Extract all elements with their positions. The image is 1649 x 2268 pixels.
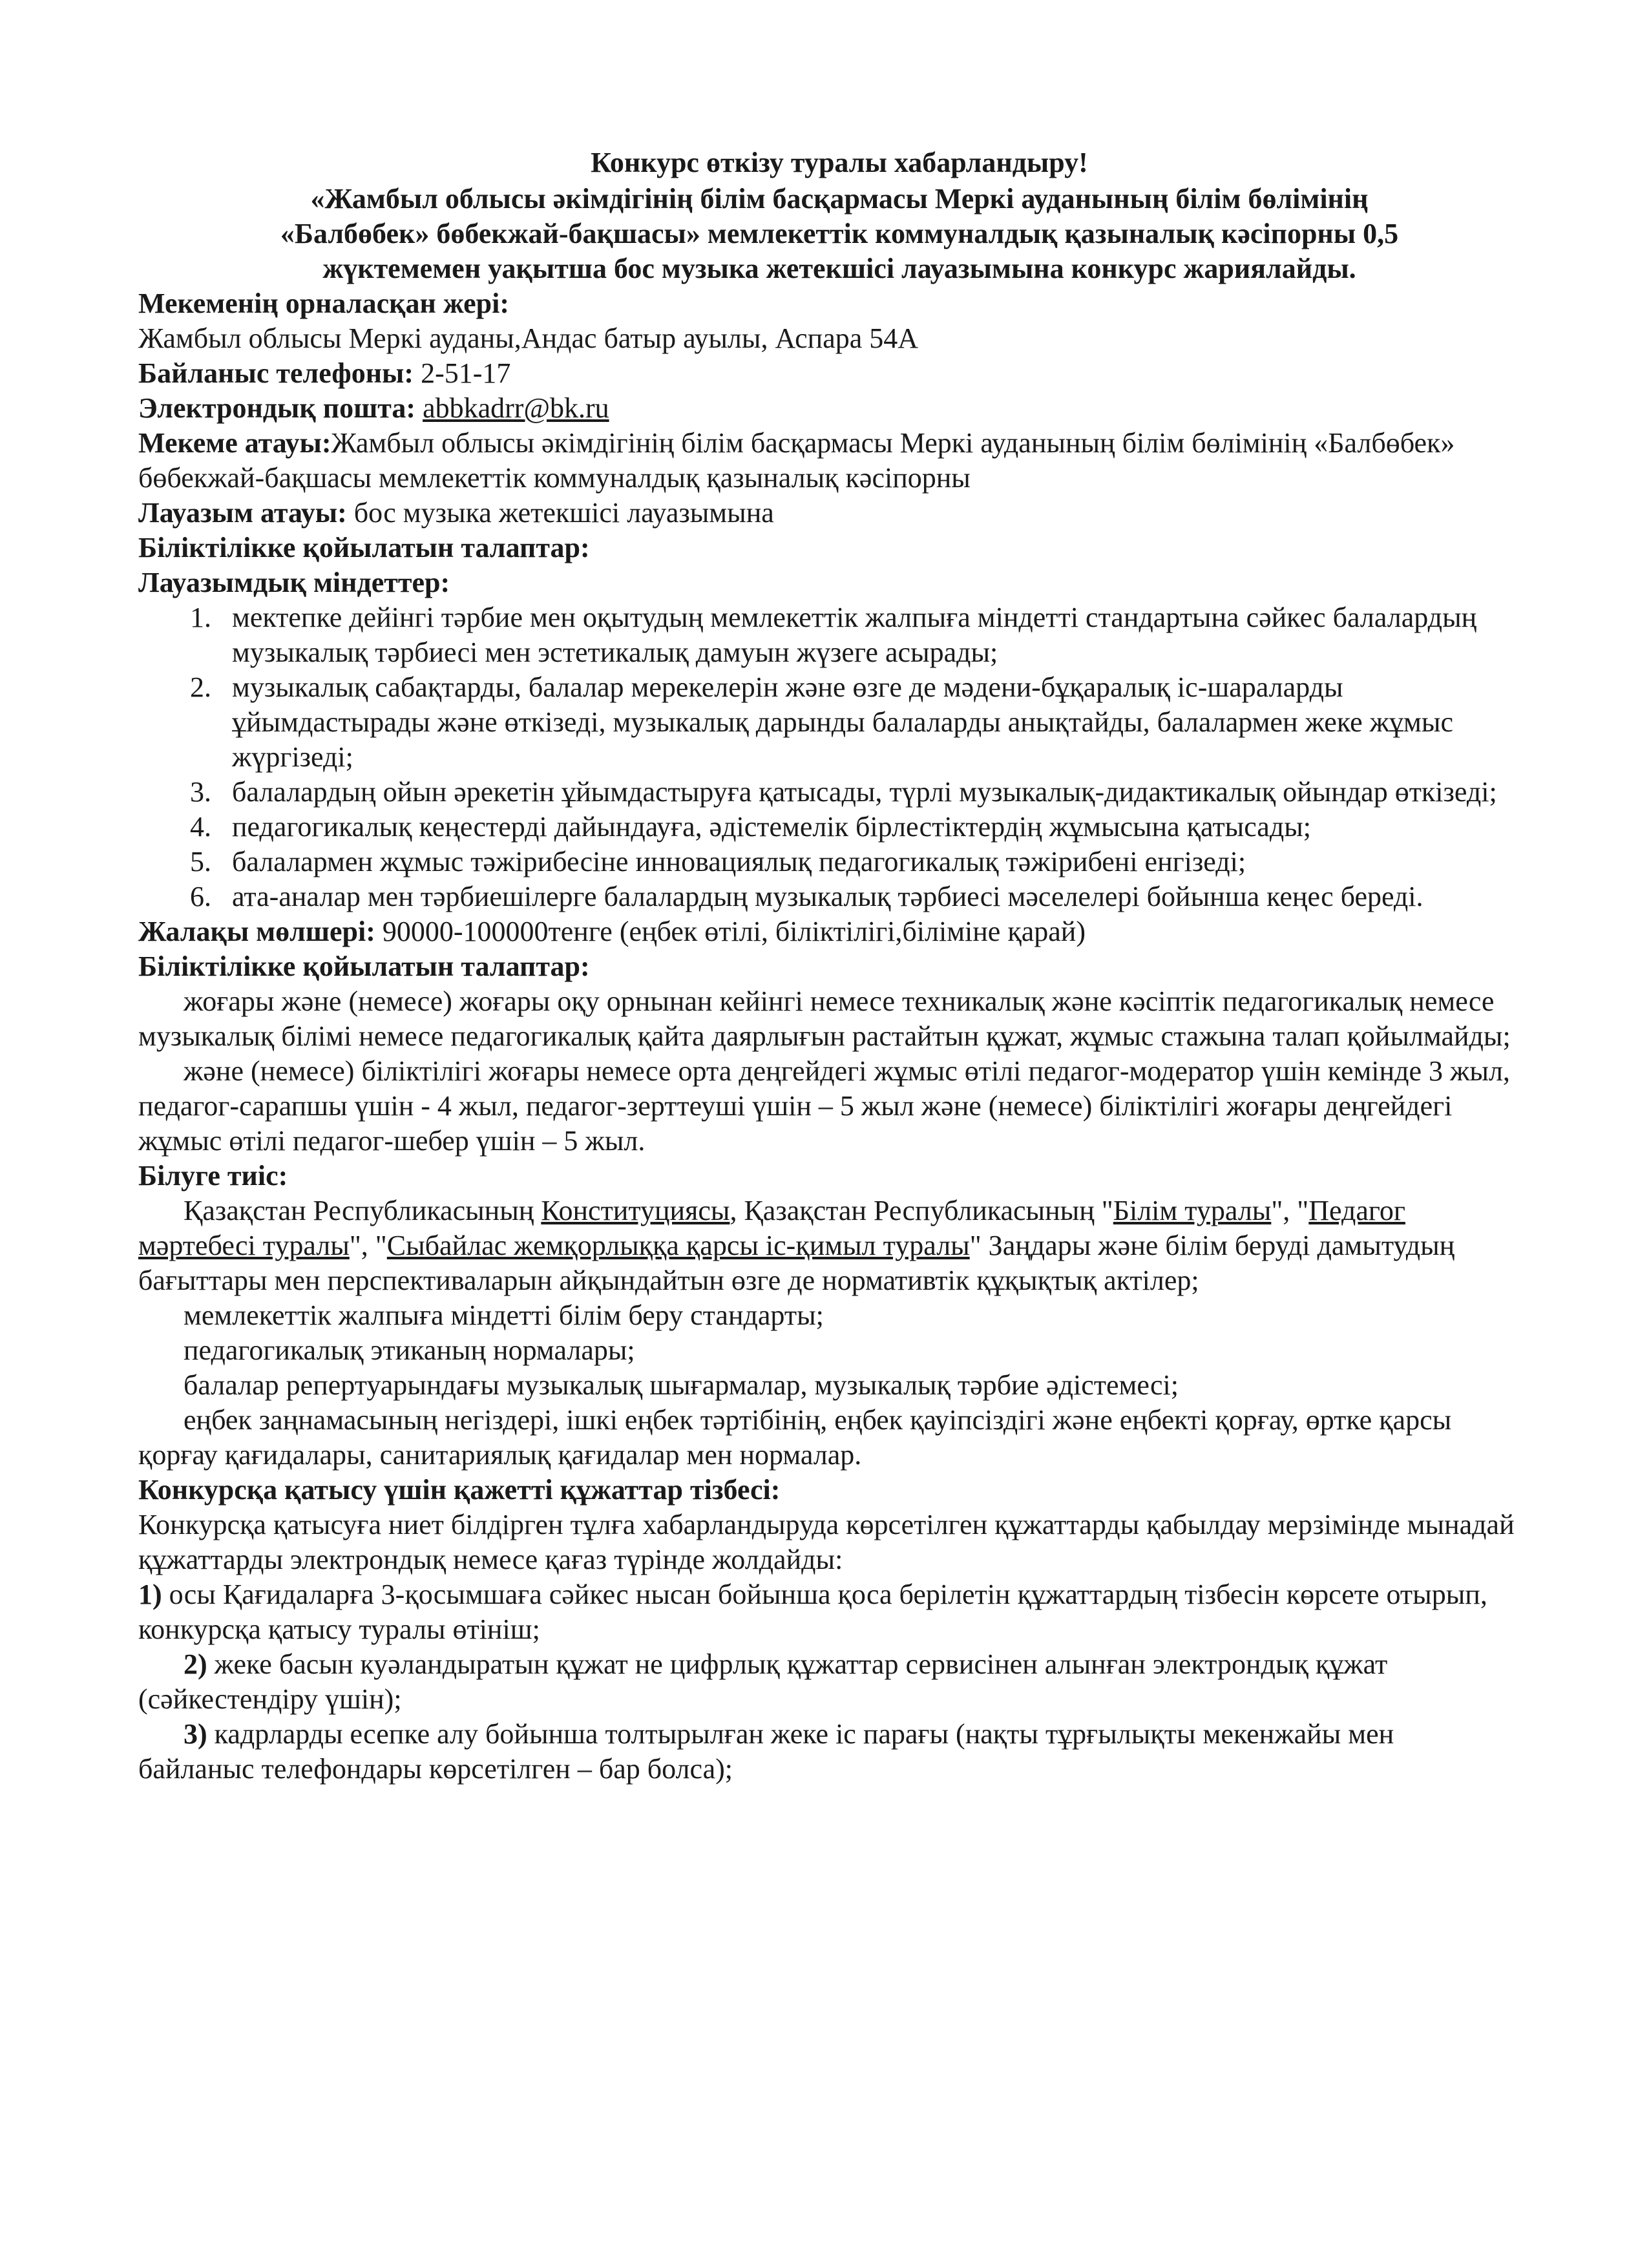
announcement-title [164, 145, 1515, 286]
position-line [138, 496, 1515, 530]
duties-heading: Лауазымдық міндеттер: [138, 567, 450, 598]
duty-text: балалармен жұмыс тәжірибесіне инновациялық педагогикалық тәжірибені енгізеді; [232, 846, 1246, 877]
document-number: 1) [138, 1579, 162, 1610]
title-line-1: Конкурс өткізу туралы хабарландыру! [591, 147, 1088, 178]
document-item [138, 1717, 1515, 1787]
anticorruption-law-link[interactable]: Сыбайлас жемқорлыққа қарсы іс-қимыл туралы [386, 1230, 970, 1261]
document-text: жеке басын куәландыратын құжат не цифрлық құжаттар сервисінен алынған электрондық құжат (сәйкестендіру үшін); [138, 1648, 1388, 1715]
duty-number: 4. [190, 811, 211, 843]
position-value: бос музыка жетекшісі лауазымына [353, 497, 774, 529]
must-know-item: педагогикалық этиканың нормалары; [184, 1334, 635, 1366]
position-label: Лауазым атауы: [138, 497, 354, 529]
laws-text: " Заңдары және білім беруді дамытудың бағыттары мен перспективаларын айқындайтын өзге де нормативтік құқықтық актілер; [138, 1230, 1455, 1296]
title-line-2: «Жамбыл облысы әкімдігінің білім басқармасы Меркі ауданының білім бөлімінің [310, 183, 1369, 215]
duty-number: 2. [190, 671, 211, 703]
duty-text: педагогикалық кеңестерді дайындауға, әдістемелік бірлестіктердің жұмысына қатысады; [232, 811, 1312, 843]
documents-heading: Конкурсқа қатысу үшін қажетті құжаттар тізбесі: [138, 1474, 781, 1506]
laws-text: , Қазақстан Республикасының " [730, 1195, 1113, 1226]
email-line [138, 391, 1515, 426]
salary-label: Жалақы мөлшері: [138, 916, 383, 947]
duty-number: 3. [190, 776, 211, 808]
duty-text: балалардың ойын әрекетін ұйымдастыруға қатысады, түрлі музыкалық-дидактикалық ойындар өткізеді; [232, 776, 1497, 808]
phone-line [138, 356, 1515, 391]
org-label: Мекеме атауы: [138, 427, 331, 459]
document-page [138, 145, 1515, 1787]
salary-value: 90000-100000тенге (еңбек өтілі, біліктілігі,біліміне қарай) [382, 916, 1086, 947]
laws-text: ", " [1271, 1195, 1309, 1226]
document-item [138, 1647, 1515, 1717]
duties-list [138, 600, 1515, 914]
must-know-laws-paragraph [138, 1193, 1515, 1298]
qualification-paragraph-2: және (немесе) біліктілігі жоғары немесе орта деңгейдегі жұмыс өтілі педагог-модератор үшін кемінде 3 жыл, педагог-сарапшы үшін - 4 жыл, педагог-зерттеуші үшін – 5 жыл және (немесе) біліктілігі жоғары деңгейдегі жұмыс өтілі педагог-шебер үшін – 5 жыл. [138, 1055, 1510, 1157]
location-label: Мекеменің орналасқан жері: [138, 288, 510, 319]
email-label: Электрондық пошта: [138, 392, 423, 424]
org-line [138, 426, 1515, 496]
duty-text: ата-аналар мен тәрбиешілерге балалардың музыкалық тәрбиесі мәселелері бойынша кеңес береді. [232, 881, 1423, 912]
duty-text: мектепке дейінгі тәрбие мен оқытудың мемлекеттік жалпыға міндетті стандартына сәйкес балалардың музыкалық тәрбиесі мен эстетикалық дамуын жүзеге асырады; [232, 602, 1477, 668]
requirements-heading: Біліктілікке қойылатын талаптар: [138, 532, 590, 563]
teacher-status-law-link[interactable]: Педагог мәртебесі туралы [138, 1195, 1405, 1261]
duty-item [138, 879, 1515, 914]
duty-number: 5. [190, 846, 211, 877]
email-link[interactable]: abbkadrr@bk.ru [423, 392, 609, 424]
document-number: 3) [184, 1718, 207, 1750]
document-text: кадрларды есепке алу бойынша толтырылған жеке іс парағы (нақты тұрғылықты мекенжайы мен байланыс телефондары көрсетілген – бар болса); [138, 1718, 1394, 1785]
org-value: Жамбыл облысы әкімдігінің білім басқармасы Меркі ауданының білім бөлімінің «Балбөбек» бөбекжай-бақшасы мемлекеттік коммуналдық қазыналық кәсіпорны [138, 427, 1455, 494]
constitution-link[interactable]: Конституциясы [541, 1195, 730, 1226]
duty-item [138, 810, 1515, 845]
duty-item [138, 845, 1515, 879]
duty-number: 1. [190, 602, 211, 633]
education-law-link[interactable]: Білім туралы [1113, 1195, 1272, 1226]
document-number: 2) [184, 1648, 207, 1680]
laws-text: ", " [349, 1230, 387, 1261]
location-value: Жамбыл облысы Меркі ауданы,Андас батыр ауылы, Аспара 54А [138, 322, 919, 354]
must-know-heading: Білуге тиіс: [138, 1160, 288, 1192]
duty-item [138, 670, 1515, 775]
qualification-heading: Біліктілікке қойылатын талаптар: [138, 950, 590, 982]
must-know-item: еңбек заңнамасының негіздері, ішкі еңбек тәртібінің, еңбек қауіпсіздігі және еңбекті қорғау, өртке қарсы қорғау қағидалары, санитариялық қағидалар мен нормалар. [138, 1404, 1452, 1471]
duty-item [138, 775, 1515, 810]
phone-value: 2-51-17 [421, 357, 511, 389]
documents-intro: Конкурсқа қатысуға ниет білдірген тұлға хабарландыруда көрсетілген құжаттарды қабылдау мерзімінде мынадай құжаттарды электрондық немесе қағаз түрінде жолдайды: [138, 1509, 1515, 1575]
duty-text: музыкалық сабақтарды, балалар мерекелерін және өзге де мәдени-бұқаралық іс-шараларды ұйымдастырады және өткізеді, музыкалық дарынды балаларды анықтайды, балалармен жеке жұмыс жүргізеді; [232, 671, 1453, 773]
must-know-item: мемлекеттік жалпыға міндетті білім беру стандарты; [184, 1299, 824, 1331]
duty-number: 6. [190, 881, 211, 912]
phone-label: Байланыс телефоны: [138, 357, 421, 389]
must-know-item: балалар репертуарындағы музыкалық шығармалар, музыкалық тәрбие әдістемесі; [184, 1369, 1179, 1401]
qualification-paragraph-1: жоғары және (немесе) жоғары оқу орнынан кейінгі немесе техникалық және кәсіптік педагогикалық немесе музыкалық білімі немесе педагогикалық қайта даярлығын растайтын құжат, жұмыс стажына талап қойылмайды; [138, 985, 1511, 1052]
duty-item [138, 600, 1515, 670]
title-line-4: жүктемемен уақытша бос музыка жетекшісі лауазымына конкурс жариялайды. [322, 253, 1356, 284]
document-item [138, 1577, 1515, 1647]
document-text: осы Қағидаларға 3-қосымшаға сәйкес нысан бойынша қоса берілетін құжаттардың тізбесін көрсете отырып, конкурсқа қатысу туралы өтініш; [138, 1579, 1487, 1645]
title-line-3: «Балбөбек» бөбекжай-бақшасы» мемлекеттік коммуналдық қазыналық кәсіпорны 0,5 [280, 218, 1399, 249]
salary-line [138, 914, 1515, 949]
laws-text: Қазақстан Республикасының [184, 1195, 541, 1226]
